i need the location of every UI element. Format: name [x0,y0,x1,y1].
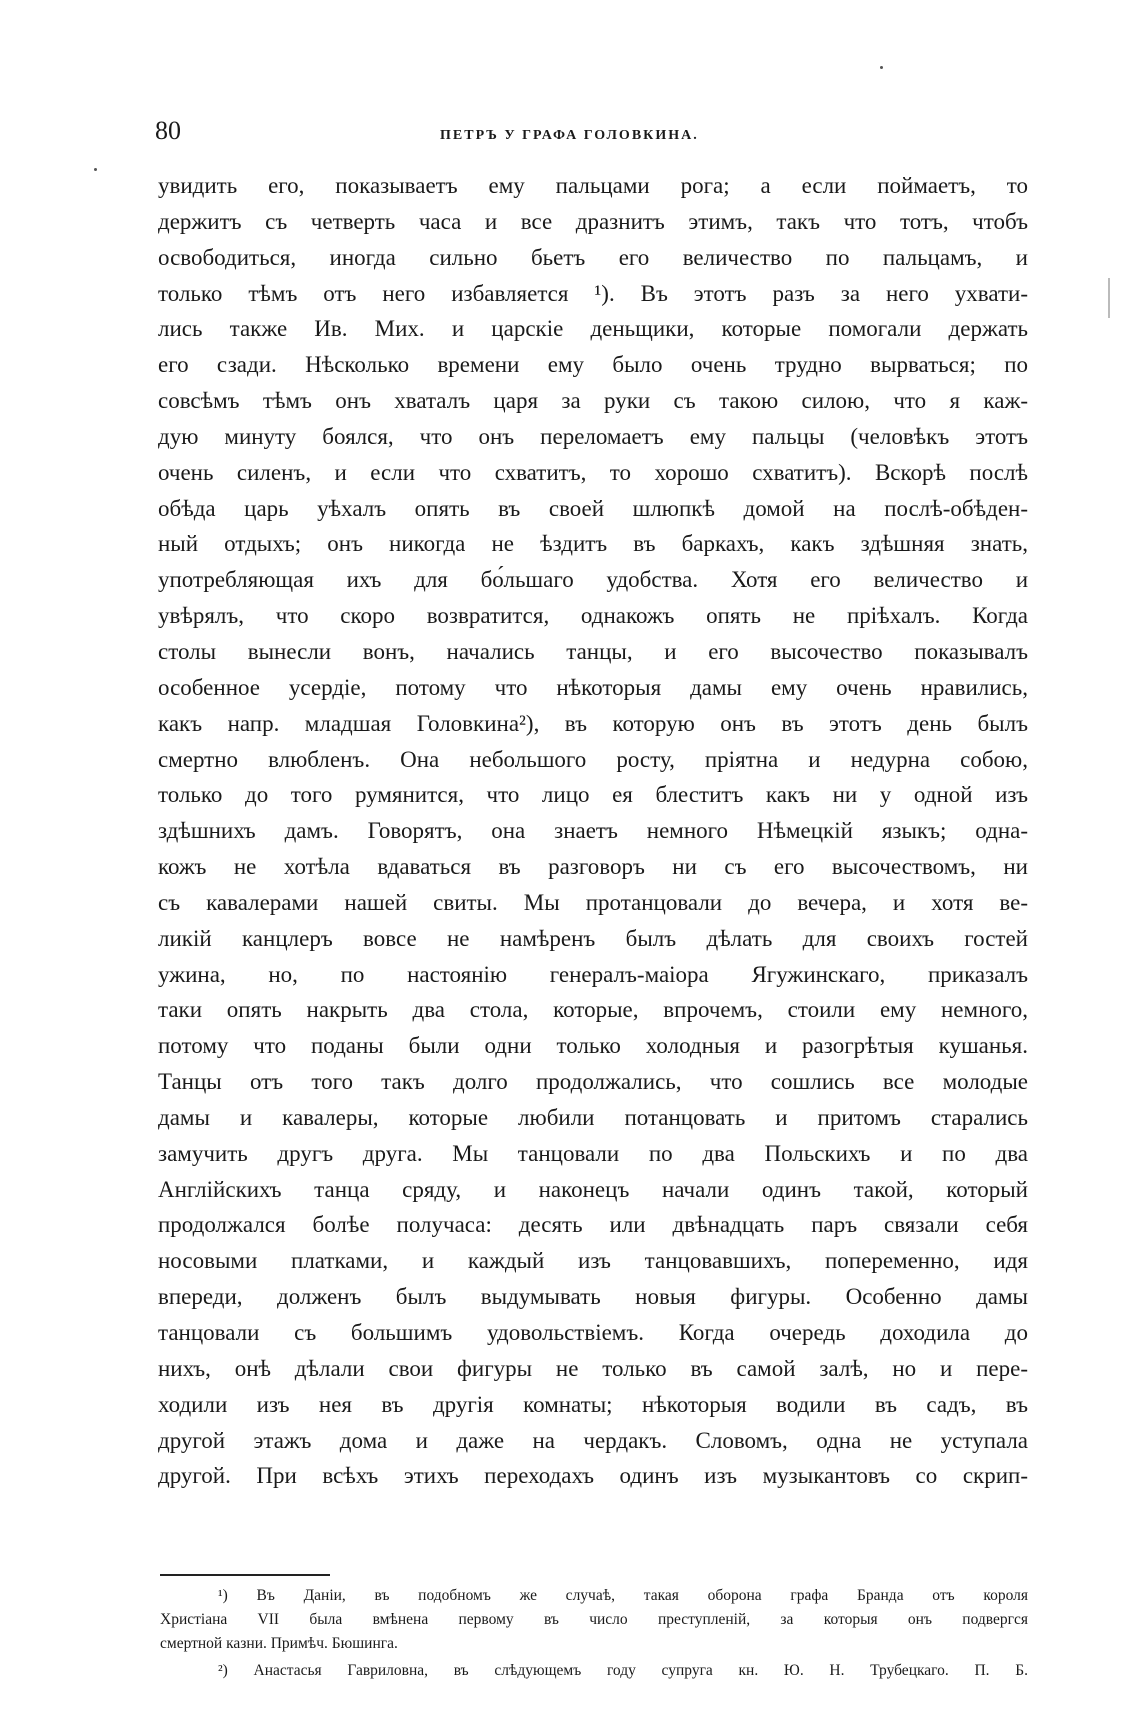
text-line: замучить другъ друга. Мы танцовали по два Польскихъ и по два [158,1140,1028,1166]
text-line: таки опять накрыть два стола, которые, впрочемъ, стоили ему немного, [158,997,1028,1023]
text-line: ходили изъ нея въ другія комнаты; нѣкоторыя водили въ садъ, въ [158,1391,1028,1417]
page-number: 80 [155,116,181,145]
running-title: ПЕТРЪ У ГРАФА ГОЛОВКИНА. [440,128,699,143]
text-line: увидить его, показываетъ ему пальцами рога; а если поймаетъ, то [158,173,1028,198]
page-header [155,116,1025,156]
text-line: дую минуту боялся, что онъ переломаетъ ему пальцы (человѣкъ этотъ [158,423,1028,449]
text-line: очень силенъ, и если что схватитъ, то хорошо схватитъ). Вскорѣ послѣ [158,459,1028,485]
text-line: совсѣмъ тѣмъ онъ хваталъ царя за руки съ такою силою, что я каж- [158,388,1028,414]
text-line: Танцы отъ того такъ долго продолжались, что сошлись все молодые [158,1069,1028,1095]
text-line: Англійскихъ танца сряду, и наконецъ начали одинъ такой, который [158,1176,1028,1202]
text-line: ный отдыхъ; онъ никогда не ѣздитъ въ баркахъ, какъ здѣшняя знать, [158,531,1028,557]
text-line: его сзади. Нѣсколько времени ему было очень трудно вырваться; по [158,352,1028,378]
text-line: только до того румянится, что лицо ея блеститъ какъ ни у одной изъ [158,782,1028,808]
speck-mark [880,66,883,69]
body-text [158,168,1028,1494]
text-line: носовыми платками, и каждый изъ танцовавшихъ, попеременно, идя [158,1248,1028,1274]
footnote-1-line: смертной казни. Примѣч. Бюшинга. [160,1635,398,1652]
text-line: держитъ съ четверть часа и все дразнитъ этимъ, такъ что тотъ, чтобъ [158,208,1028,234]
text-line: обѣда царь уѣхалъ опять въ своей шлюпкѣ домой на послѣ-обѣден- [158,495,1028,521]
text-line: смертно влюбленъ. Она небольшого росту, пріятна и недурна собою, [158,746,1028,772]
footnote-rule [160,1574,330,1576]
text-line: употребляющая ихъ для бо́льшаго удобства. Хотя его величество и [158,567,1028,593]
text-line: продолжался болѣе получаса: десять или двѣнадцать паръ связали себя [158,1212,1028,1238]
page-edge-mark [1108,278,1110,318]
text-line: другой. При всѣхъ этихъ переходахъ одинъ изъ музыкантовъ со скрип- [158,1463,1028,1489]
footnote-1-line: Христіана VII была вмѣнена первому въ число преступленій, за которыя онъ подвергся [160,1611,1028,1628]
text-line: ужина, но, по настоянію генералъ-маіора Ягужинскаго, приказалъ [158,961,1028,987]
text-line: другой этажъ дома и даже на чердакъ. Словомъ, одна не уступала [158,1427,1028,1453]
text-line: лись также Ив. Мих. и царскіе деньщики, которые помогали держать [158,316,1028,342]
text-line: нихъ, онѣ дѣлали свои фигуры не только въ самой залѣ, но и пере- [158,1355,1028,1381]
text-line: особенное усердіе, потому что нѣкоторыя дамы ему очень нравились, [158,674,1028,700]
text-line: впереди, долженъ былъ выдумывать новыя фигуры. Особенно дамы [158,1284,1028,1310]
text-line: дамы и кавалеры, которые любили потанцовать и притомъ старались [158,1104,1028,1130]
text-line: кожъ не хотѣла вдаваться въ разговоръ ни съ его высочествомъ, ни [158,854,1028,880]
text-line: какъ напр. младшая Головкина²), въ которую онъ въ этотъ день былъ [158,710,1028,736]
text-line: ликій канцлеръ вовсе не намѣренъ былъ дѣлать для своихъ гостей [158,925,1028,951]
text-line: увѣрялъ, что скоро возвратится, однакожъ опять не пріѣхалъ. Когда [158,603,1028,629]
text-line: здѣшнихъ дамъ. Говорятъ, она знаетъ немного Нѣмецкій языкъ; одна- [158,818,1028,844]
text-line: съ кавалерами нашей свиты. Мы протанцовали до вечера, и хотя ве- [158,889,1028,915]
footnote-1-line: ¹) Въ Даніи, въ подобномъ же случаѣ, такая оборона графа Бранда отъ короля [218,1587,1028,1604]
speck-mark [94,168,97,171]
text-line: танцовали съ большимъ удовольствіемъ. Когда очередь доходила до [158,1320,1028,1345]
footnote-2-line: ²) Анастасья Гавриловна, въ слѣдующемъ году супруга кн. Ю. Н. Трубецкаго. П. Б. [218,1662,1028,1679]
text-line: потому что поданы были одни только холодныя и разогрѣтыя кушанья. [158,1033,1028,1059]
text-line: только тѣмъ отъ него избавляется ¹). Въ этотъ разъ за него ухвати- [158,280,1028,306]
text-line: столы вынесли вонъ, начались танцы, и его высочество показывалъ [158,638,1028,664]
text-line: освободиться, иногда сильно бьетъ его величество по пальцамъ, и [158,244,1028,270]
footnotes [160,1584,1028,1683]
